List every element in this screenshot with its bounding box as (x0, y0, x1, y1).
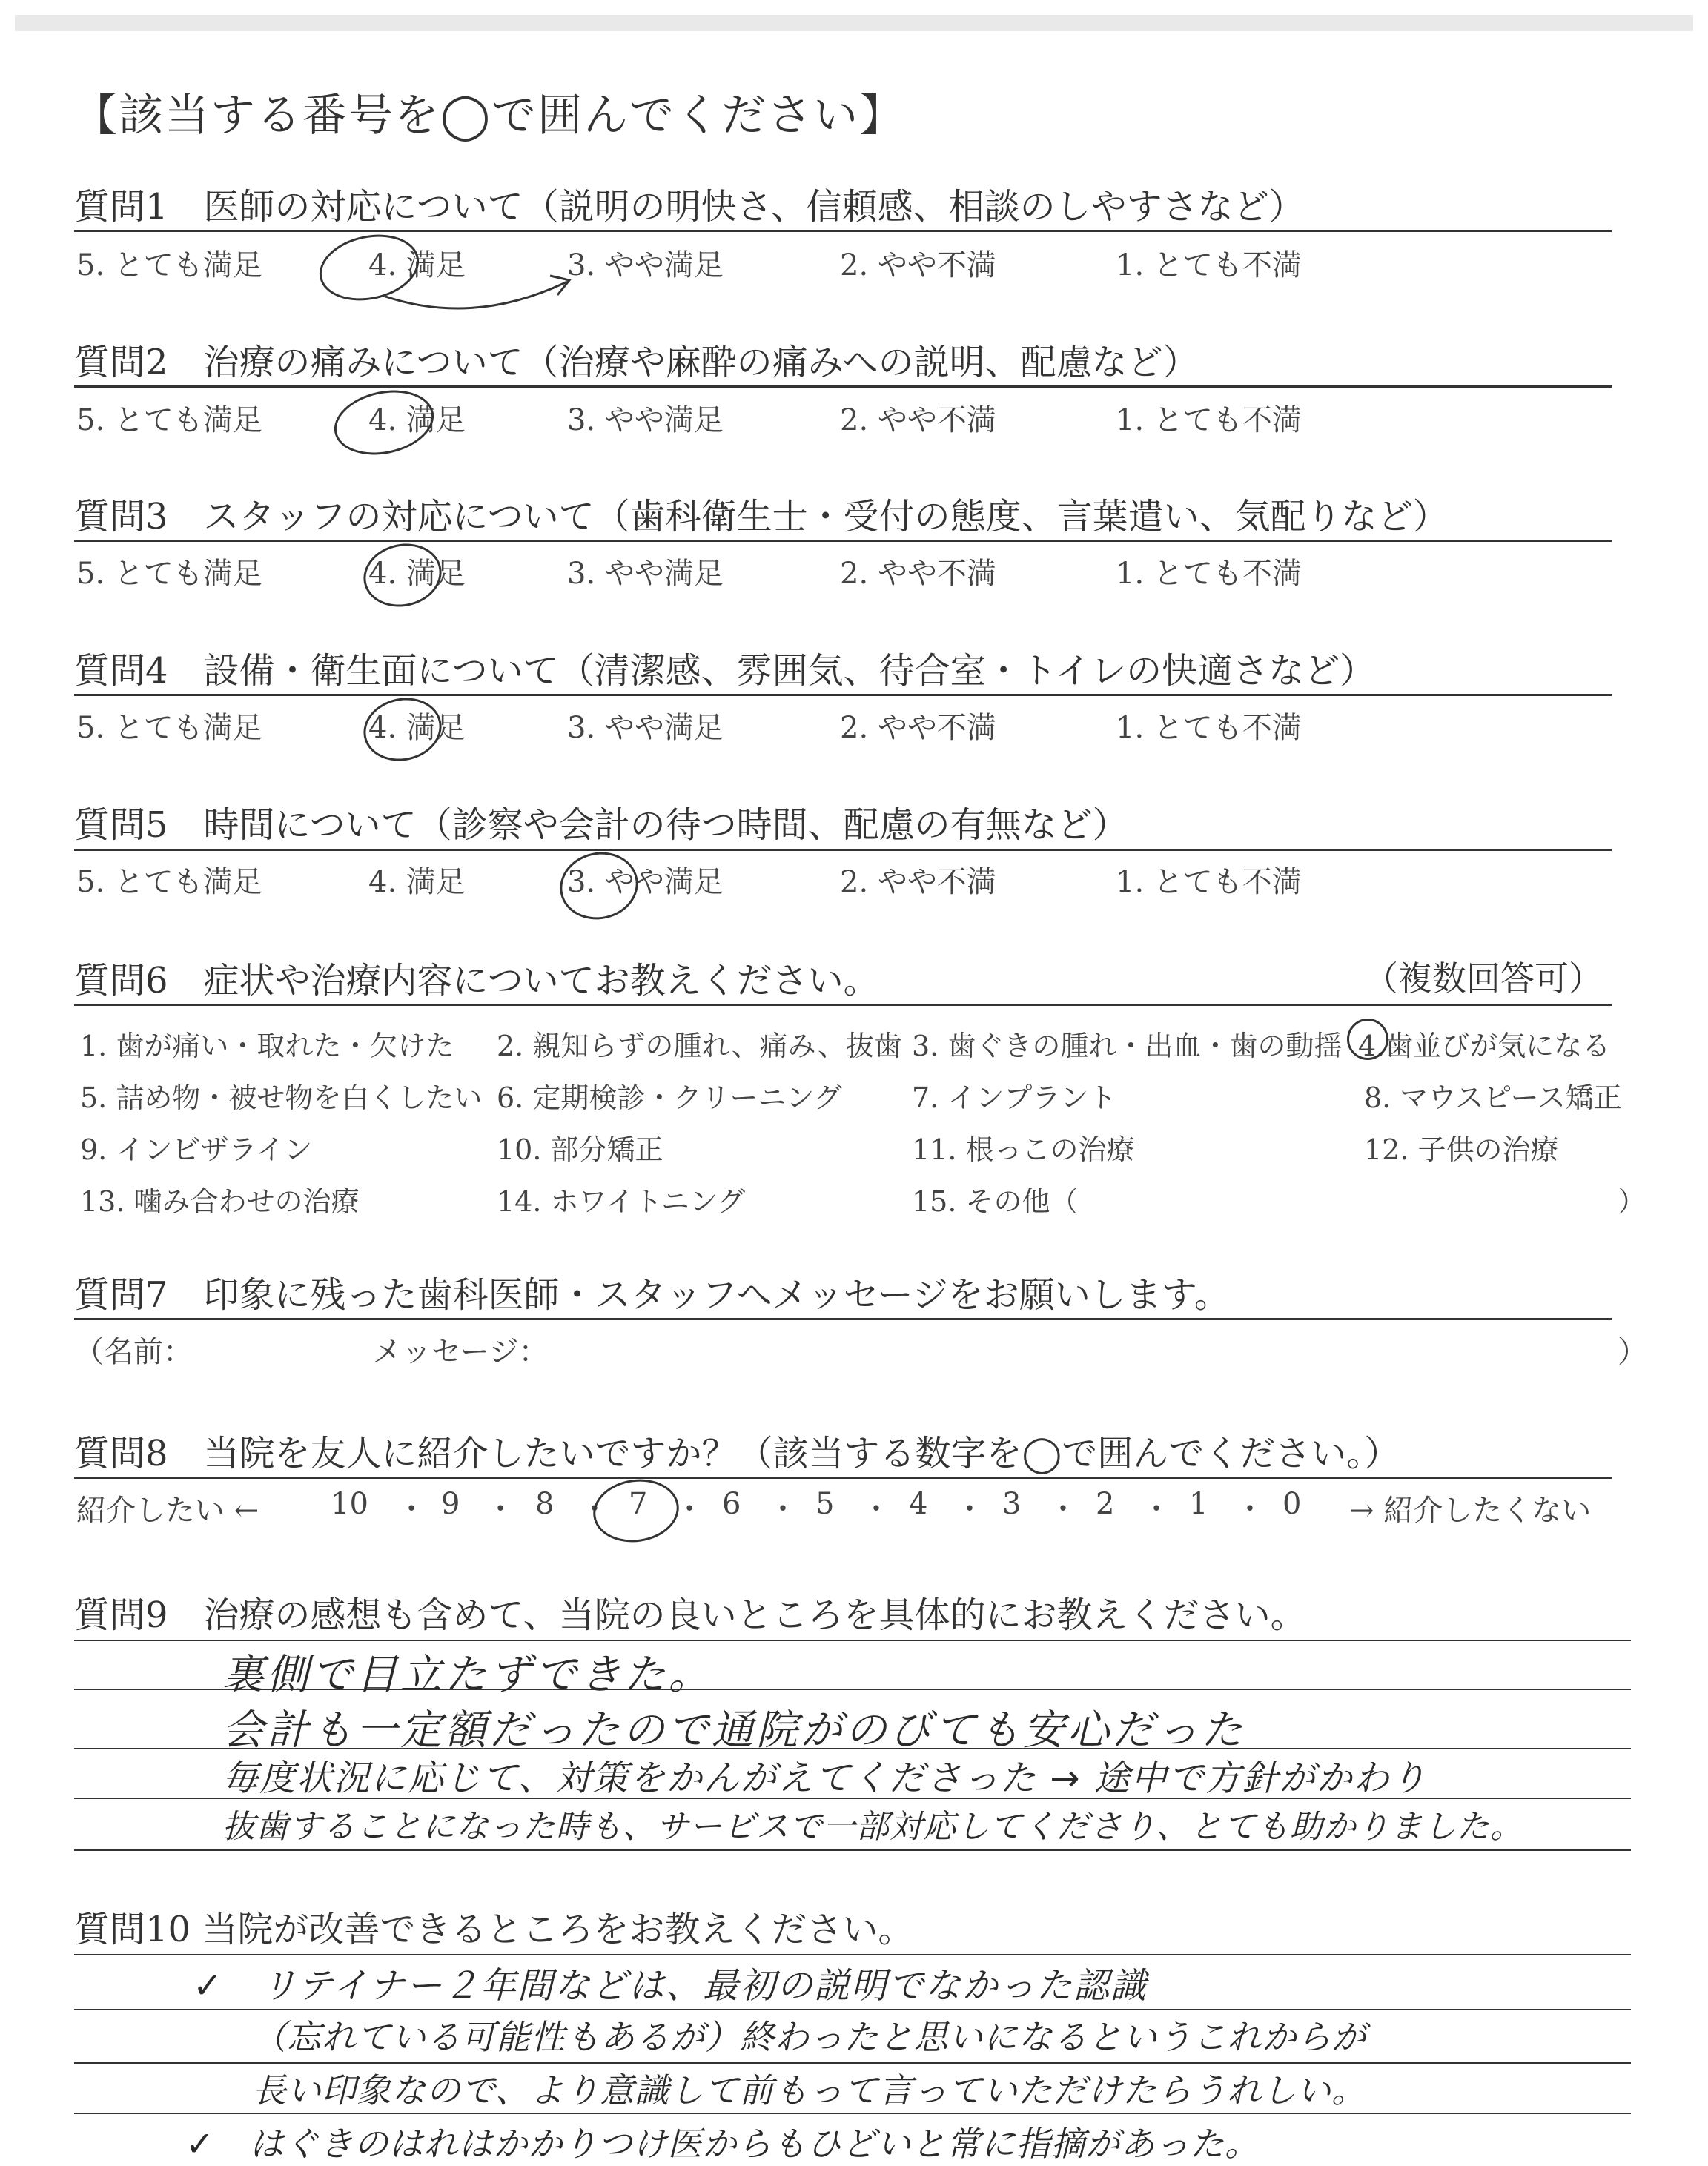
q6-item-8[interactable]: 8. マウスピース矯正 (1364, 1082, 1622, 1114)
q1-option-2[interactable]: 2. やや不満 (840, 248, 996, 282)
q7-name-label: （名前： (74, 1335, 193, 1369)
q8-scale-1[interactable]: 1 (1189, 1487, 1208, 1521)
q8-dot: ・ (955, 1492, 984, 1526)
q10-answer-line-3: 長い印象なので、より意識して前もって言っていただけたらうれしい。 (252, 2070, 1367, 2110)
q6-item-3[interactable]: 3. 歯ぐきの腫れ・出血・歯の動揺 (912, 1030, 1343, 1062)
q2-title: 質問2 治療の痛みについて（治療や麻酔の痛みへの説明、配慮など） (74, 342, 1199, 383)
q8-scale-8[interactable]: 8 (535, 1487, 555, 1521)
q8-dot: ・ (580, 1492, 609, 1526)
q2-option-2[interactable]: 2. やや不満 (840, 403, 996, 437)
q6-item-9[interactable]: 9. インビザライン (80, 1133, 313, 1166)
q9-answer-line-2: 会計も一定額だったので通院がのびても安心だった (222, 1706, 1245, 1755)
q8-scale-0[interactable]: 0 (1282, 1487, 1302, 1521)
q6-item-14[interactable]: 14. ホワイトニング (497, 1185, 746, 1218)
q10-answer-line-4: ✓ はぐきのはれはかかりつけ医からもひどいと常に指摘があった。 (185, 2124, 1260, 2164)
q5-option-2[interactable]: 2. やや不満 (840, 865, 996, 899)
q4-option-1[interactable]: 1. とても不満 (1116, 711, 1302, 745)
q5-option-5[interactable]: 5. とても満足 (76, 865, 262, 899)
q8-dot: ・ (1235, 1492, 1265, 1526)
q6-item-10[interactable]: 10. 部分矯正 (497, 1133, 663, 1166)
q6-item-11[interactable]: 11. 根っこの治療 (912, 1133, 1135, 1166)
q2-option-3[interactable]: 3. やや満足 (567, 403, 724, 437)
q4-option-4[interactable]: 4. 満足 (368, 711, 466, 745)
q8-dot: ・ (397, 1492, 426, 1526)
q7-close: ） (1618, 1335, 1647, 1369)
q8-scale-10[interactable]: 10 (331, 1487, 368, 1521)
q8-left-label: 紹介したい ← (76, 1494, 259, 1528)
q2-option-5[interactable]: 5. とても満足 (76, 403, 262, 437)
q8-title: 質問8 当院を友人に紹介したいですか？（該当する数字を◯で囲んでください。） (74, 1433, 1400, 1474)
q3-option-3[interactable]: 3. やや満足 (567, 557, 724, 591)
q9-answer-line-3: 毎度状況に応じて、対策をかんがえてくださった → 途中で方針がかわり (222, 1758, 1428, 1799)
q7-title: 質問7 印象に残った歯科医師・スタッフへメッセージをお願いします。 (74, 1274, 1230, 1316)
q5-option-4[interactable]: 4. 満足 (368, 865, 466, 899)
q6-item-2[interactable]: 2. 親知らずの腫れ、痛み、抜歯 (497, 1030, 902, 1062)
q8-scale-4[interactable]: 4 (909, 1487, 928, 1521)
q6-item-1[interactable]: 1. 歯が痛い・取れた・欠けた (80, 1030, 454, 1062)
q8-dot: ・ (1142, 1492, 1171, 1526)
page-header: 【該当する番号を◯で囲んでください】 (73, 90, 906, 142)
q5-option-3[interactable]: 3. やや満足 (567, 865, 724, 899)
q9-answer-line-1: 裏側で目立たずできた。 (222, 1651, 713, 1699)
q3-title: 質問3 スタッフの対応について（歯科衛生士・受付の態度、言葉遣い、気配りなど） (74, 496, 1449, 537)
q8-dot: ・ (486, 1492, 515, 1526)
q1-option-5[interactable]: 5. とても満足 (76, 248, 262, 282)
q8-scale-7[interactable]: 7 (629, 1487, 648, 1521)
q6-title: 質問6 症状や治療内容についてお教えください。 (74, 960, 879, 1001)
q3-option-4[interactable]: 4. 満足 (368, 557, 466, 591)
q6-item-7[interactable]: 7. インプラント (912, 1082, 1117, 1114)
q6-item-6[interactable]: 6. 定期検診・クリーニング (497, 1082, 842, 1114)
q5-title: 質問5 時間について（診察や会計の待つ時間、配慮の有無など） (74, 804, 1128, 846)
q9-title: 質問9 治療の感想も含めて、当院の良いところを具体的にお教えください。 (74, 1594, 1306, 1636)
q8-scale-3[interactable]: 3 (1002, 1487, 1022, 1521)
q1-option-4[interactable]: 4. 満足 (368, 248, 466, 282)
q6-item-5[interactable]: 5. 詰め物・被せ物を白くしたい (80, 1082, 483, 1114)
q6-item-15[interactable]: 15. その他（ (912, 1185, 1079, 1218)
q5-option-1[interactable]: 1. とても不満 (1116, 865, 1302, 899)
q4-option-2[interactable]: 2. やや不満 (840, 711, 996, 745)
q6-other-close: ） (1618, 1185, 1646, 1218)
q4-title: 質問4 設備・衛生面について（清潔感、雰囲気、待合室・トイレの快適さなど） (74, 650, 1376, 692)
q3-option-5[interactable]: 5. とても満足 (76, 557, 262, 591)
q9-answer-line-4: 抜歯することになった時も、サービスで一部対応してくださり、とても助かりました。 (222, 1808, 1523, 1846)
q4-option-5[interactable]: 5. とても満足 (76, 711, 262, 745)
q10-answer-line-2: （忘れている可能性もあるが）終わったと思いになるというこれからが (252, 2017, 1367, 2057)
q1-title: 質問1 医師の対応について（説明の明快さ、信頼感、相談のしやすさなど） (74, 186, 1305, 228)
q8-scale-5[interactable]: 5 (815, 1487, 835, 1521)
q8-scale-9[interactable]: 9 (441, 1487, 460, 1521)
q10-title: 質問10 当院が改善できるところをお教えください。 (74, 1909, 914, 1950)
q8-dot: ・ (1048, 1492, 1078, 1526)
q6-item-4[interactable]: 4.歯並びが気になる (1358, 1030, 1611, 1062)
q8-dot: ・ (861, 1492, 891, 1526)
q2-option-1[interactable]: 1. とても不満 (1116, 403, 1302, 437)
q6-item-13[interactable]: 13. 噛み合わせの治療 (80, 1185, 360, 1218)
q6-item-12[interactable]: 12. 子供の治療 (1364, 1133, 1559, 1166)
q3-option-2[interactable]: 2. やや不満 (840, 557, 996, 591)
q4-option-3[interactable]: 3. やや満足 (567, 711, 724, 745)
q8-dot: ・ (768, 1492, 798, 1526)
q1-option-1[interactable]: 1. とても不満 (1116, 248, 1302, 282)
q10-answer-line-1: ✓ リテイナー２年間などは、最初の説明でなかった認識 (193, 1965, 1148, 2007)
q8-scale-6[interactable]: 6 (722, 1487, 741, 1521)
q8-right-label: → 紹介したくない (1349, 1494, 1592, 1528)
q6-note: （複数回答可） (1364, 958, 1603, 998)
q8-dot: ・ (675, 1492, 704, 1526)
q3-option-1[interactable]: 1. とても不満 (1116, 557, 1302, 591)
q7-message-label: メッセージ： (372, 1335, 549, 1369)
q1-option-3[interactable]: 3. やや満足 (567, 248, 724, 282)
q2-option-4[interactable]: 4. 満足 (368, 403, 466, 437)
q8-scale-2[interactable]: 2 (1096, 1487, 1115, 1521)
